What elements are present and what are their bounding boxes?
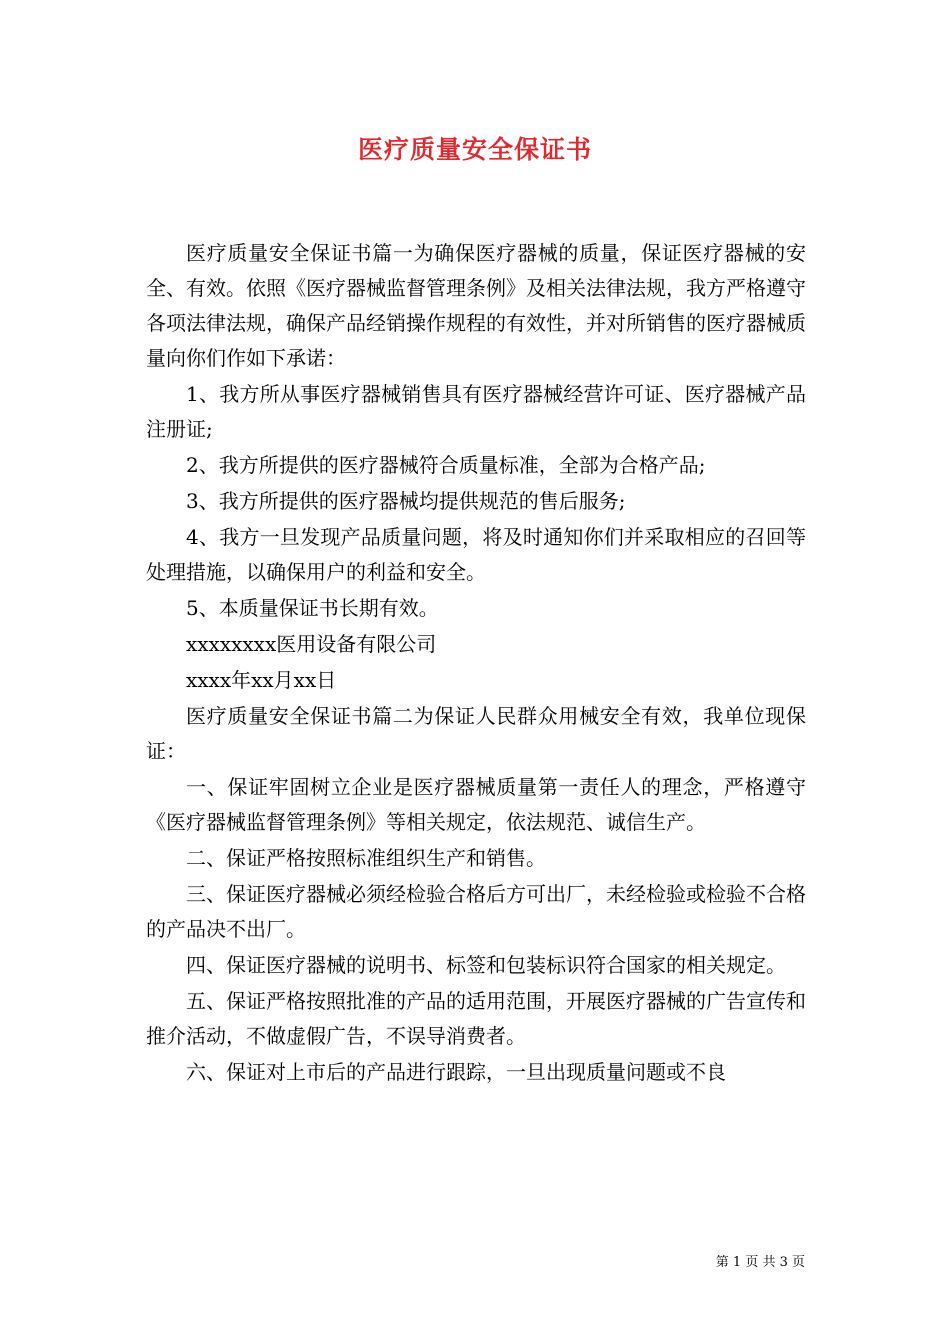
paragraph-intro-1: 医疗质量安全保证书篇一为确保医疗器械的质量，保证医疗器械的安全、有效。依照《医疗器械监督管理条例》及相关法律法规，我方严格遵守各项法律法规，确保产品经销操作规程的有效性，并对所销售的医疗器械质量向你们作如下承诺： [146,241,806,370]
paragraph-item-2: 2、我方所提供的医疗器械符合质量标准，全部为合格产品; [186,453,706,477]
paragraph-item-5: 5、本质量保证书长期有效。 [186,596,439,620]
paragraph-pledge-2: 二、保证严格按照标准组织生产和销售。 [186,846,546,870]
paragraph-pledge-3: 三、保证医疗器械必须经检验合格后方可出厂，未经检验或检验不合格的产品决不出厂。 [146,882,806,941]
document-date: xxxx年xx月xx日 [186,668,337,692]
paragraph-pledge-4: 四、保证医疗器械的说明书、标签和包装标识符合国家的相关规定。 [186,953,786,977]
page-number: 第 1 页 共 3 页 [715,1255,805,1270]
paragraph-pledge-1: 一、保证牢固树立企业是医疗器械质量第一责任人的理念，严格遵守《医疗器械监督管理条例》等相关规定，依法规范、诚信生产。 [146,775,806,834]
paragraph-item-3: 3、我方所提供的医疗器械均提供规范的售后服务; [186,489,626,513]
document-body [146,236,806,1091]
page-title: 医疗质量安全保证书 [357,135,592,164]
company-name: xxxxxxxx医用设备有限公司 [186,632,437,656]
paragraph-pledge-5: 五、保证严格按照批准的产品的适用范围，开展医疗器械的广告宣传和推介活动，不做虚假广告，不误导消费者。 [146,989,806,1048]
paragraph-item-1: 1、我方所从事医疗器械销售具有医疗器械经营许可证、医疗器械产品注册证; [146,382,806,441]
paragraph-pledge-6: 六、保证对上市后的产品进行跟踪，一旦出现质量问题或不良 [186,1060,726,1084]
paragraph-intro-2: 医疗质量安全保证书篇二为保证人民群众用械安全有效，我单位现保证： [146,704,806,763]
paragraph-item-4: 4、我方一旦发现产品质量问题，将及时通知你们并采取相应的召回等处理措施，以确保用户的利益和安全。 [146,525,806,584]
